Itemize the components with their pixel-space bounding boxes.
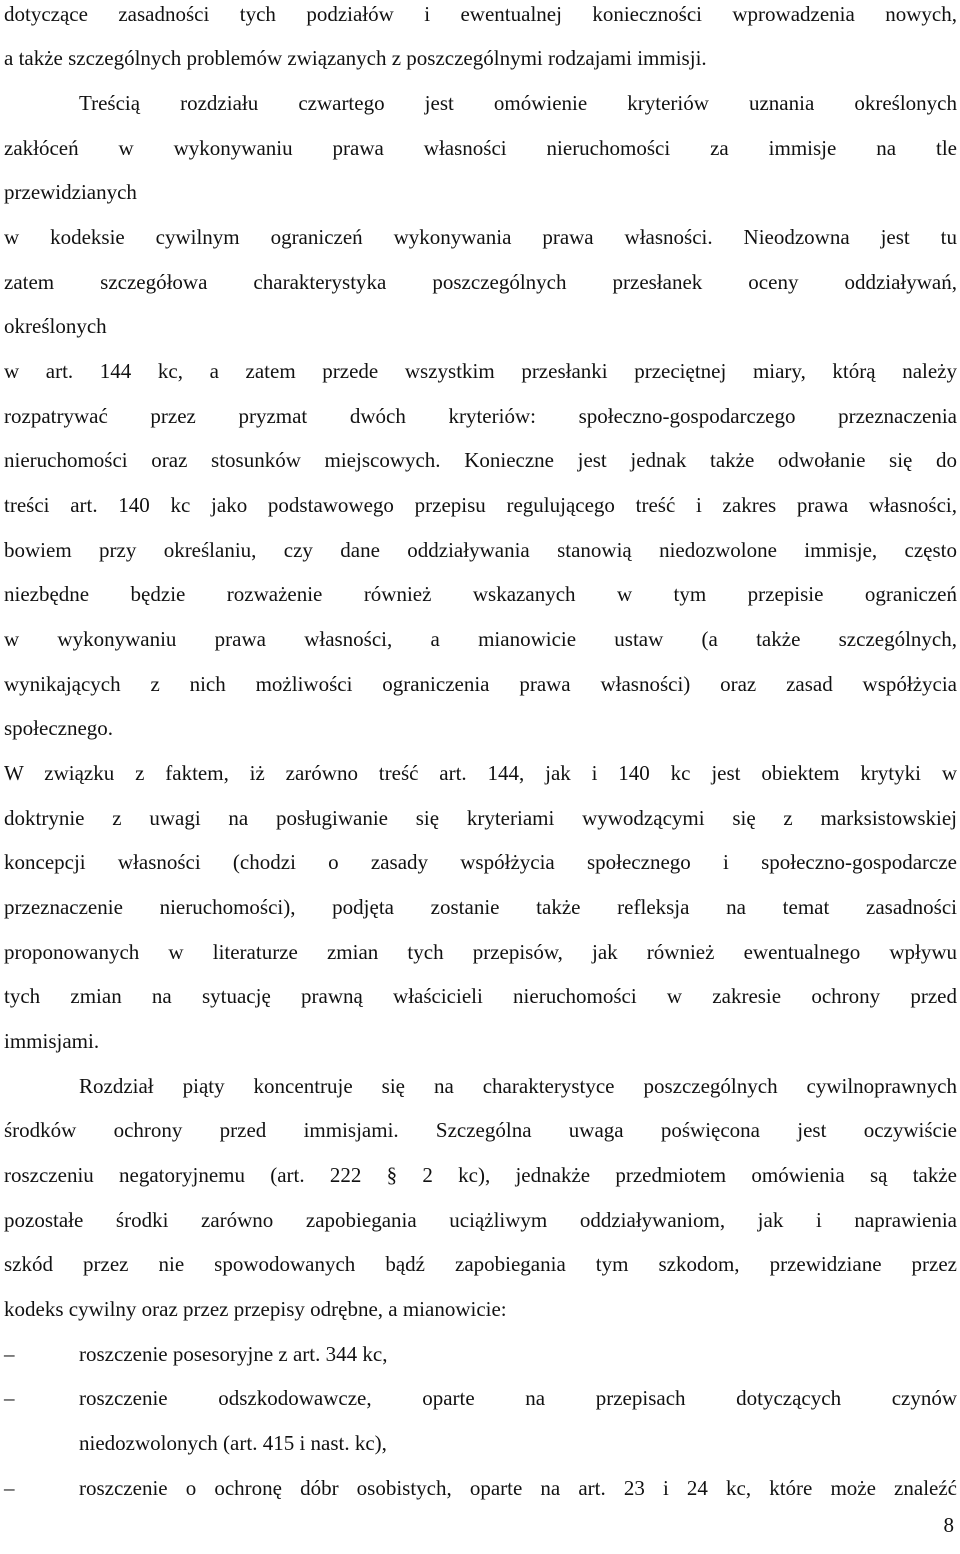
page-number: 8	[943, 1513, 954, 1537]
list-dash: –	[4, 1476, 15, 1500]
text-line: proponowanych w literaturze zmian tych przepisów, jak również ewentualnego wpływu	[4, 940, 957, 964]
text-line: pozostałe środki zarówno zapobiegania uciążliwym oddziaływaniom, jak i naprawienia	[4, 1208, 957, 1232]
text-line: treści art. 140 kc jako podstawowego przepisu regulującego treść i zakres prawa własności,	[4, 493, 957, 517]
text-line: Rozdział piąty koncentruje się na charakterystyce poszczególnych cywilnoprawnych	[79, 1074, 957, 1098]
list-item: roszczenie odszkodowawcze, oparte na przepisach dotyczących czynów	[79, 1386, 957, 1410]
text-line: określonych	[4, 314, 107, 338]
text-line: nieruchomości oraz stosunków miejscowych. Konieczne jest jednak także odwołanie się do	[4, 448, 957, 472]
text-line: zatem szczegółowa charakterystyka poszczególnych przesłanek oceny oddziaływań,	[4, 270, 957, 294]
text-line: społecznego.	[4, 716, 114, 740]
list-dash: –	[4, 1386, 15, 1410]
text-line: koncepcji własności (chodzi o zasady współżycia społecznego i społeczno-gospodarcze	[4, 850, 957, 874]
text-line: a także szczególnych problemów związanych z poszczególnymi rodzajami immisji.	[4, 46, 707, 70]
list-dash: –	[4, 1342, 15, 1366]
text-line: w art. 144 kc, a zatem przede wszystkim przesłanki przeciętnej miary, którą należy	[4, 359, 957, 383]
text-line: szkód przez nie spowodowanych bądź zapobiegania tym szkodom, przewidziane przez	[4, 1252, 957, 1276]
text-line: przeznaczenie nieruchomości), podjęta zostanie także refleksja na temat zasadności	[4, 895, 957, 919]
text-line: w wykonywaniu prawa własności, a mianowicie ustaw (a także szczególnych,	[4, 627, 957, 651]
list-item-continuation: niedozwolonych (art. 415 i nast. kc),	[79, 1431, 387, 1455]
list-item: roszczenie posesoryjne z art. 344 kc,	[79, 1342, 388, 1366]
text-line: doktrynie z uwagi na posługiwanie się kryteriami wywodzącymi się z marksistowskiej	[4, 806, 957, 830]
text-line: przewidzianych	[4, 180, 137, 204]
text-line: Treścią rozdziału czwartego jest omówienie kryteriów uznania określonych	[79, 91, 957, 115]
list-item: roszczenie o ochronę dóbr osobistych, oparte na art. 23 i 24 kc, które może znaleźć	[79, 1476, 957, 1500]
text-line: W związku z faktem, iż zarówno treść art. 144, jak i 140 kc jest obiektem krytyki w	[4, 761, 957, 785]
text-line: zakłóceń w wykonywaniu prawa własności nieruchomości za immisje na tle	[4, 136, 957, 160]
text-line: środków ochrony przed immisjami. Szczególna uwaga poświęcona jest oczywiście	[4, 1118, 957, 1142]
text-line: rozpatrywać przez pryzmat dwóch kryteriów: społeczno-gospodarczego przeznaczenia	[4, 404, 957, 428]
text-line: wynikających z nich możliwości ograniczenia prawa własności) oraz zasad współżycia	[4, 672, 957, 696]
text-line: tych zmian na sytuację prawną właścicieli nieruchomości w zakresie ochrony przed	[4, 984, 957, 1008]
text-line: w kodeksie cywilnym ograniczeń wykonywania prawa własności. Nieodzowna jest tu	[4, 225, 957, 249]
text-line: roszczeniu negatoryjnemu (art. 222 § 2 kc), jednakże przedmiotem omówienia są także	[4, 1163, 957, 1187]
text-line: kodeks cywilny oraz przez przepisy odrębne, a mianowicie:	[4, 1297, 507, 1321]
text-line: niezbędne będzie rozważenie również wskazanych w tym przepisie ograniczeń	[4, 582, 957, 606]
text-line: bowiem przy określaniu, czy dane oddziaływania stanowią niedozwolone immisje, często	[4, 538, 957, 562]
text-line: immisjami.	[4, 1029, 100, 1053]
text-line: dotyczące zasadności tych podziałów i ewentualnej konieczności wprowadzenia nowych,	[4, 2, 957, 26]
